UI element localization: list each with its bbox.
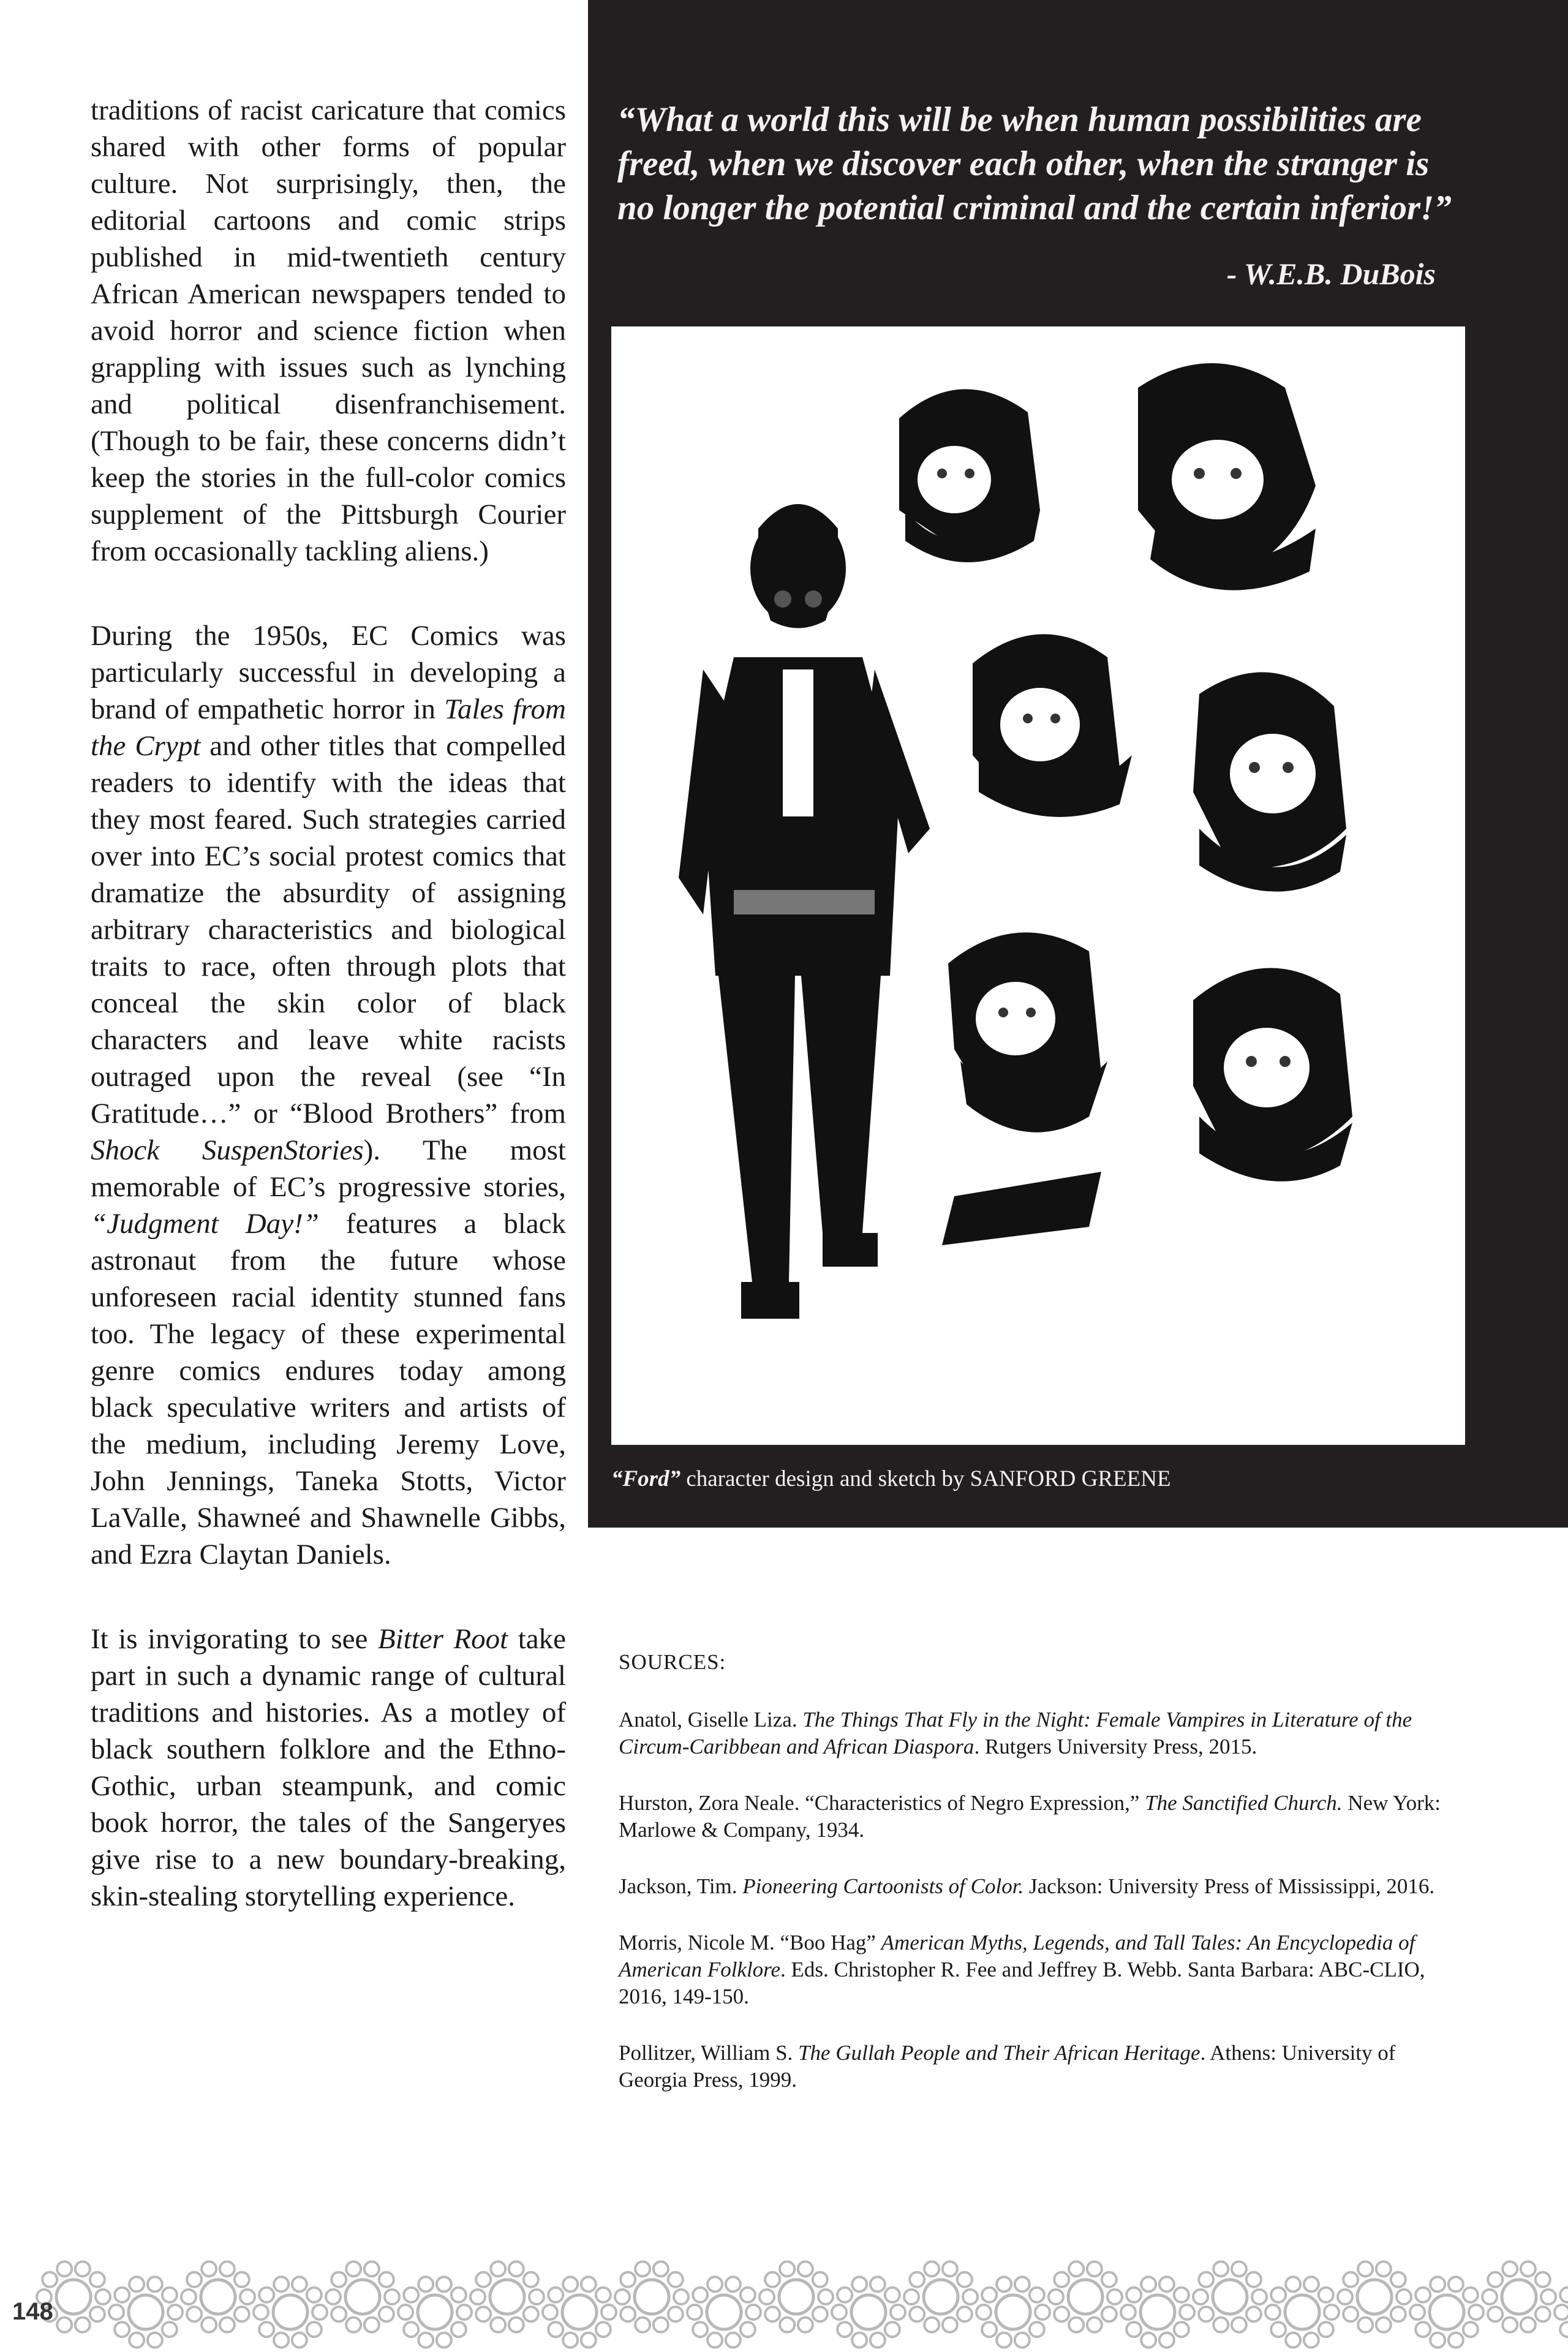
- source-entry: Hurston, Zora Neale. “Characteristics of Negro Expression,” The Sanctified Church. New York: Marlowe & Company, 1934.: [619, 1791, 1441, 1842]
- page-number: 148: [12, 2298, 53, 2325]
- paragraph: During the 1950s, EC Comics was particularly successful in developing a brand of empathetic horror in Tales from the Crypt and other titles that compelled readers to identify with the ideas that they most feared. Such strategies carried over into EC’s social protest comics that dramatize the absurdity of assigning arbitrary characteristics and biological traits to race, often through plots that conceal the skin color of black characters and leave white racists outraged upon the reveal (see “In Gratitude…” or “Blood Brothers” from Shock SuspenStories). The most memorable of EC’s progressive stories, “Judgment Day!” features a black astronaut from the future whose unforeseen racial identity stunned fans too. The legacy of these experimental genre comics endures today among black speculative writers and artists of the medium, including Jeremy Love, John Jennings, Taneka Stotts, Victor LaValle, Shawneé and Shawnelle Gibbs, and Ezra Claytan Daniels.: [91, 620, 566, 1570]
- italic-title: Pioneering Cartoonists of Color.: [742, 1874, 1024, 1898]
- image-caption: [611, 1466, 1171, 1492]
- sketch-art: [611, 326, 1465, 1445]
- italic-title: Shock SuspenStories: [91, 1134, 364, 1166]
- italic-title: “Judgment Day!”: [91, 1208, 319, 1240]
- italic-title: The Things That Fly in the Night: Female Vampires in Literature of the Circum-Caribbean and African Diaspora: [619, 1708, 1412, 1758]
- caption-character-name: “Ford”: [611, 1466, 681, 1491]
- pull-quote: “What a world this will be when human possibilities are freed, when we discover each other, when the stranger is no longer the potential criminal and the certain inferior!”: [617, 100, 1452, 227]
- italic-title: American Myths, Legends, and Tall Tales: An Encyclopedia of American Folklore: [619, 1931, 1415, 1981]
- character-sketch-illustration: [611, 326, 1465, 1445]
- italic-title: The Sanctified Church.: [1145, 1791, 1343, 1815]
- sources-heading: SOURCES:: [619, 1650, 726, 1674]
- quote-author: - W.E.B. DuBois: [1226, 257, 1436, 291]
- italic-title: Bitter Root: [377, 1623, 508, 1655]
- footer-gear-border: [0, 2254, 1568, 2352]
- italic-title: Tales from the Crypt: [91, 693, 566, 762]
- sources-list: [619, 1649, 1447, 2123]
- source-entry: Anatol, Giselle Liza. The Things That Fly in the Night: Female Vampires in Literature of the Circum-Caribbean and African Diaspora. Rutgers University Press, 2015.: [619, 1708, 1412, 1758]
- source-entry: Pollitzer, William S. The Gullah People and Their African Heritage. Athens: University of Georgia Press, 1999.: [619, 2041, 1396, 2092]
- body-text-column: [91, 92, 566, 1915]
- italic-title: The Gullah People and Their African Heritage: [798, 2041, 1200, 2065]
- caption-credit: character design and sketch by SANFORD GREENE: [680, 1466, 1171, 1491]
- paragraph: traditions of racist caricature that comics shared with other forms of popular culture. Not surprisingly, then, the editorial cartoons and comic strips published in mid-twentieth century African American newspapers tended to avoid horror and science fiction when grappling with issues such as lynching and political disenfranchisement. (Though to be fair, these concerns didn’t keep the stories in the full-color comics supplement of the Pittsburgh Courier from occasionally tackling aliens.): [91, 94, 566, 567]
- source-entry: Morris, Nicole M. “Boo Hag” American Myths, Legends, and Tall Tales: An Encyclopedia of American Folklore. Eds. Christopher R. Fee and Jeffrey B. Webb. Santa Barbara: ABC-CLIO, 2016, 149-150.: [619, 1931, 1425, 2008]
- source-entry: Jackson, Tim. Pioneering Cartoonists of Color. Jackson: University Press of Mississippi, 2016.: [619, 1874, 1435, 1898]
- gear-pattern-icon: [0, 2254, 1568, 2352]
- quote-panel: [588, 0, 1568, 1528]
- paragraph: It is invigorating to see Bitter Root take part in such a dynamic range of cultural traditions and histories. As a motley of black southern folklore and the Ethno-Gothic, urban steampunk, and comic book horror, the tales of the Sangeryes give rise to a new boundary-breaking, skin-stealing storytelling experience.: [91, 1623, 567, 1912]
